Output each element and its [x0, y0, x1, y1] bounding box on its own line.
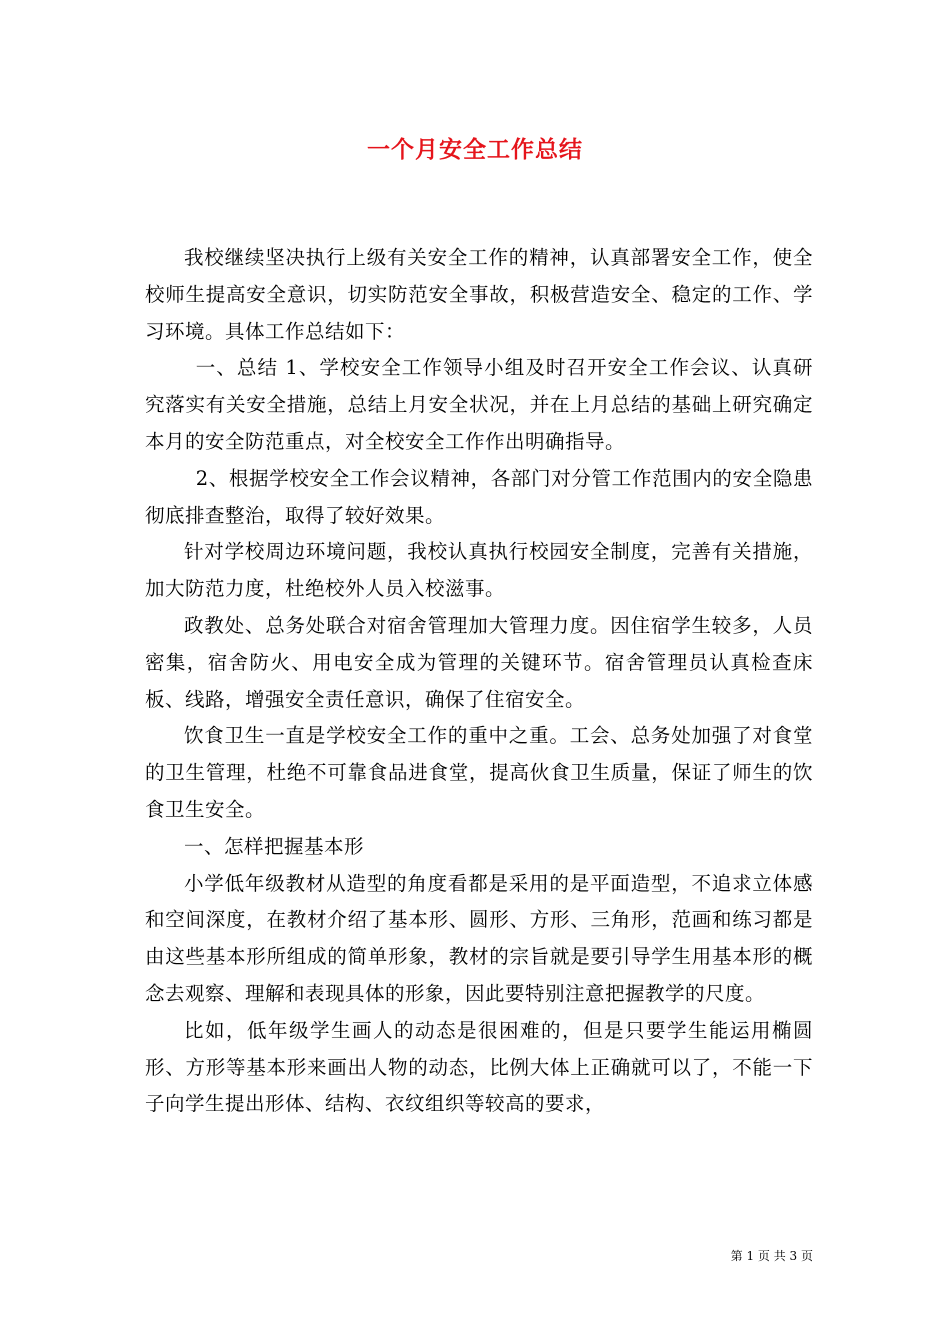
paragraph-summary-2: 2、根据学校安全工作会议精神，各部门对分管工作范围内的安全隐患彻底排查整治，取得了较好效果。 — [145, 466, 813, 527]
paragraph-basic-shapes: 小学低年级教材从造型的角度看都是采用的是平面造型，不追求立体感和空间深度，在教材介绍了基本形、圆形、方形、三角形，范画和练习都是由这些基本形所组成的简单形象，教材的宗旨就是要引导学生用基本形的概念去观察、理解和表现具体的形象，因此要特别注意把握教学的尺度。 — [145, 871, 813, 1005]
document-title: 一个月安全工作总结 — [367, 136, 583, 163]
page-indicator: 第 1 页 共 3 页 — [730, 1249, 813, 1263]
paragraph-summary-1: 一、总结 1、学校安全工作领导小组及时召开安全工作会议、认真研究落实有关安全措施，总结上月安全状况，并在上月总结的基础上研究确定本月的安全防范重点，对全校安全工作作出明确指导。 — [145, 356, 813, 453]
paragraph-food-hygiene: 饮食卫生一直是学校安全工作的重中之重。工会、总务处加强了对食堂的卫生管理，杜绝不可靠食品进食堂，提高伙食卫生质量，保证了师生的饮食卫生安全。 — [145, 724, 813, 821]
paragraph-intro: 我校继续坚决执行上级有关安全工作的精神，认真部署安全工作，使全校师生提高安全意识，切实防范安全事故，积极营造安全、稳定的工作、学习环境。具体工作总结如下： — [145, 246, 813, 343]
section-heading-basic-shapes: 一、怎样把握基本形 — [184, 834, 365, 858]
paragraph-campus-environment: 针对学校周边环境问题，我校认真执行校园安全制度，完善有关措施，加大防范力度，杜绝校外人员入校滋事。 — [145, 540, 813, 601]
paragraph-example: 比如，低年级学生画人的动态是很困难的，但是只要学生能运用椭圆形、方形等基本形来画出人物的动态，比例大体上正确就可以了，不能一下子向学生提出形体、结构、衣纹组织等较高的要求， — [145, 1018, 813, 1116]
paragraph-dormitory: 政教处、总务处联合对宿舍管理加大管理力度。因住宿学生较多，人员密集，宿舍防火、用电安全成为管理的关键环节。宿舍管理员认真检查床板、线路，增强安全责任意识，确保了住宿安全。 — [145, 613, 813, 711]
document-body — [145, 240, 813, 1123]
